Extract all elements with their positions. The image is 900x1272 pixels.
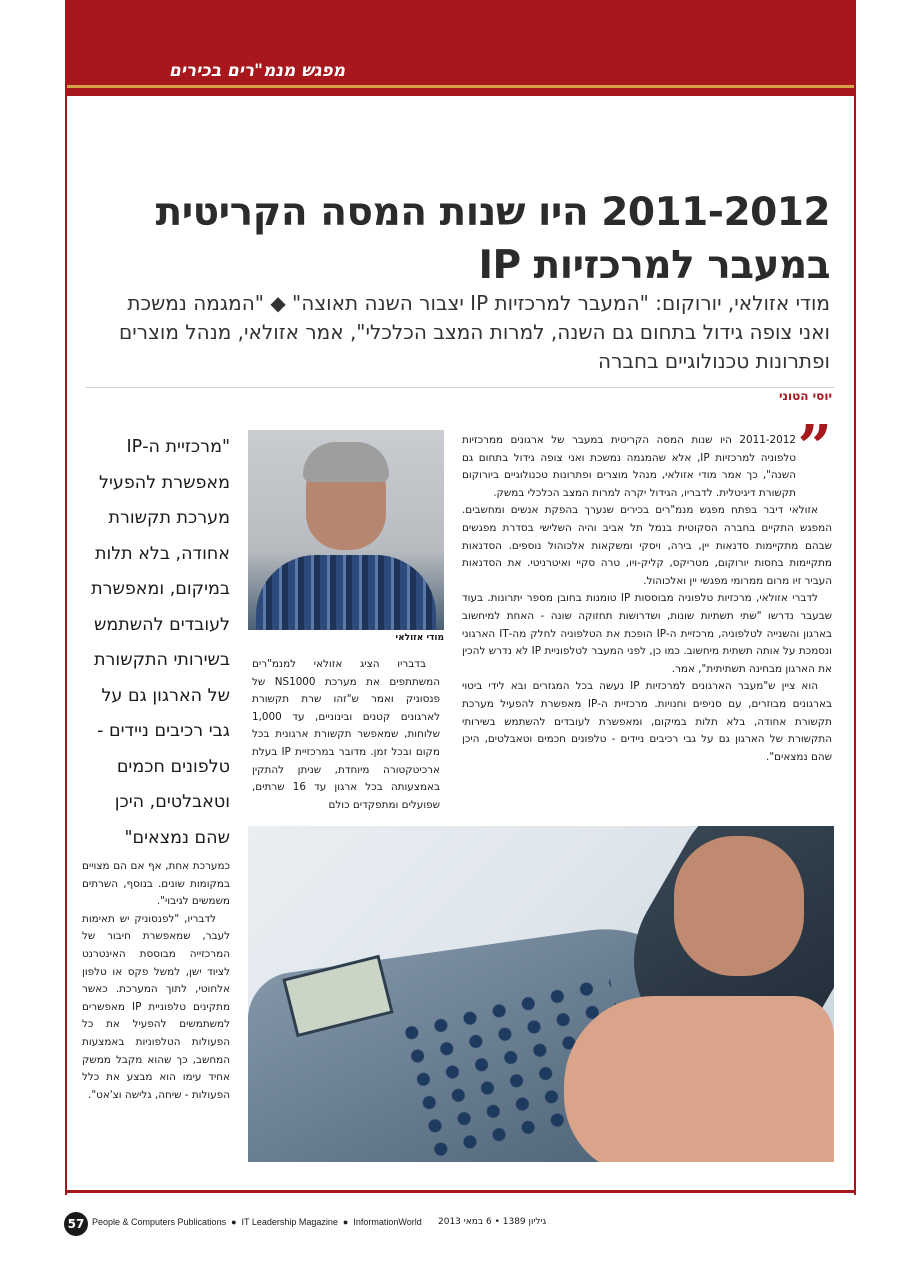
paragraph: אזולאי דיבר בפתח מפגש מנמ"רים בכירים שנערך בהפקת אנשים ומחשבים. המפגש התקיים בחברה הסקוטית בנמל תל אביב והיה השלישי בסדרת מפגשים שבהם מתקיימות סדנאות יין, בירה, ויסקי ומשקאות אלכוהול נוספים. הסדנאות מתקיימות בחסות יורוקום, מטריקס, קליק-ויו, טרה סקיי ואיטרניטי. את הסדנאות העביר זיו מרום ממרומי מפגשי יין ואלכוהול. bbox=[462, 504, 832, 587]
portrait-hair bbox=[303, 442, 389, 482]
paragraph: בדבריו הציג אזולאי למנמ"רים המשתתפים את מערכת NS1000 של פנסוניק ואמר ש"זהו שרת תקשורת לארגונים קטנים ובינוניים, עד 1,000 שלוחות, שמאפשר תקשורת ארגונית בכל מקום ובכל זמן. מדובר במרכזיית IP בעלת ארכיטקטורה מיוחדת, שניתן להתקין באמצעותה בכל ארגון עד 16 שרתים, שפועלים ומתפקדים כולם bbox=[252, 658, 440, 811]
pull-quote: "מרכזיית ה-IP מאפשרת להפעיל מערכת תקשורת אחודה, בלא תלות במיקום, ומאפשרת לעובדים להשתמש בשירותי התקשורת של הארגון גם על גבי רכיבים ניידים - טלפונים חכמים וטאבלטים, היכן שהם נמצאים" bbox=[91, 437, 230, 848]
article-column-left bbox=[82, 858, 230, 1104]
footer-divider bbox=[65, 1190, 856, 1193]
office-phone-photo bbox=[248, 826, 834, 1162]
page-number: 57 bbox=[64, 1212, 88, 1236]
footer-publications bbox=[92, 1217, 422, 1227]
byline-divider bbox=[86, 387, 834, 388]
hand-holding-handset bbox=[674, 836, 804, 976]
section-title: מפגש מנמ"רים בכירים bbox=[169, 61, 345, 81]
article-headline: 2011-2012 היו שנות המסה הקריטית במעבר למרכזיות IP bbox=[155, 190, 830, 288]
article-subtitle: מודי אזולאי, יורוקום: "המעבר למרכזיות IP יצבור השנה תאוצה" ◆ "המגמה נמשכת ואני צופה גידול בתחום גם השנה, למרות המצב הכלכלי", אמר אזולאי, מנהל מוצרים ופתרונות טכנולוגיים בחברה bbox=[119, 291, 830, 373]
paragraph: לדבריו, "לפנסוניק יש תאימות לעבר, שמאפשרת חיבור של המרכזייה מבוססת האינטרנט לציוד ישן, למשל פקס או טלפון אלחוטי, לתוך המערכת. כאשר מתקינים טלפוניית IP מאפשרים למשתמשים להפעיל את כל הפעולות הטלפוניות באמצעות המחשב, כך שהוא מקבל ממשק אחיד עימו הוא מבצע את כלל הפעולות - שיחה, גלישה וצ'אט". bbox=[82, 912, 230, 1101]
byline-author: יוסי הטוני bbox=[778, 389, 832, 403]
footer-magazine: IT Leadership Magazine bbox=[241, 1217, 338, 1227]
footer-publisher: People & Computers Publications bbox=[92, 1217, 227, 1227]
article-column-middle bbox=[252, 656, 440, 814]
hand-dialing bbox=[564, 996, 834, 1162]
paragraph: 2011-2012 היו שנות המסה הקריטית במעבר של ארגונים ממרכזיות טלפוניה למרכזיות IP, אלא שהמגמה נמשכת ואני צופה גידול בתחום גם השנה", כך אמר מודי אזולאי, מנהל מוצרים ופתרונות טכנולוגיים ביורוקום תקשורת דיגיטלית. לדבריו, הגידול יקרה למרות המצב הכלכלי במשק. bbox=[462, 434, 796, 499]
portrait-shirt bbox=[256, 555, 436, 630]
paragraph: כמערכת אחת, אף אם הם מצויים במקומות שונים. בנוסף, השרתים משמשים לגיבוי". bbox=[82, 860, 230, 908]
portrait-photo bbox=[248, 430, 444, 630]
footer-issue: גיליון 1389 • 6 במאי 2013 bbox=[438, 1217, 547, 1227]
photo-caption: מודי אזולאי bbox=[395, 633, 444, 643]
article-column-right bbox=[462, 432, 832, 766]
footer-site: InformationWorld bbox=[353, 1217, 422, 1227]
bullet-icon: ● bbox=[342, 1217, 349, 1227]
paragraph: הוא ציין ש"מעבר הארגונים למרכזיות IP נעשה בכל המגזרים ובא לידי ביטוי בארגונים מבוזרים, עם סניפים וחנויות. מרכזיית ה-IP מאפשרת להפעיל מערכת תקשורת אחודה, בלא תלות במיקום, ומאפשרת לעובדים להשתמש בשירותי התקשורת של הארגון גם על גבי רכיבים ניידים - טלפונים חכמים וטאבלטים, היכן שהם נמצאים". bbox=[462, 680, 832, 763]
bullet-icon: ● bbox=[231, 1217, 237, 1227]
quote-mark-icon: ” bbox=[797, 413, 832, 483]
paragraph: לדברי אזולאי, מרכזיות טלפוניה מבוססות IP טומנות בחובן מספר יתרונות. בעוד שבעבר נדרשו "שתי תשתיות שונות, ושדרושות תחזוקה שונה - האחת למיחשוב בארגון והשנייה לטלפוניה, מרכזיית ה-IP הופכת את הטלפוניה לחלק מה-IT הארגוני ונסמכת על אותה תשתית מיחשוב. כמו כן, לפני המעבר לטלפוניית IP לא נדרש להכין את הארגון מבחינה תשתיתית", אמר. bbox=[462, 592, 833, 675]
